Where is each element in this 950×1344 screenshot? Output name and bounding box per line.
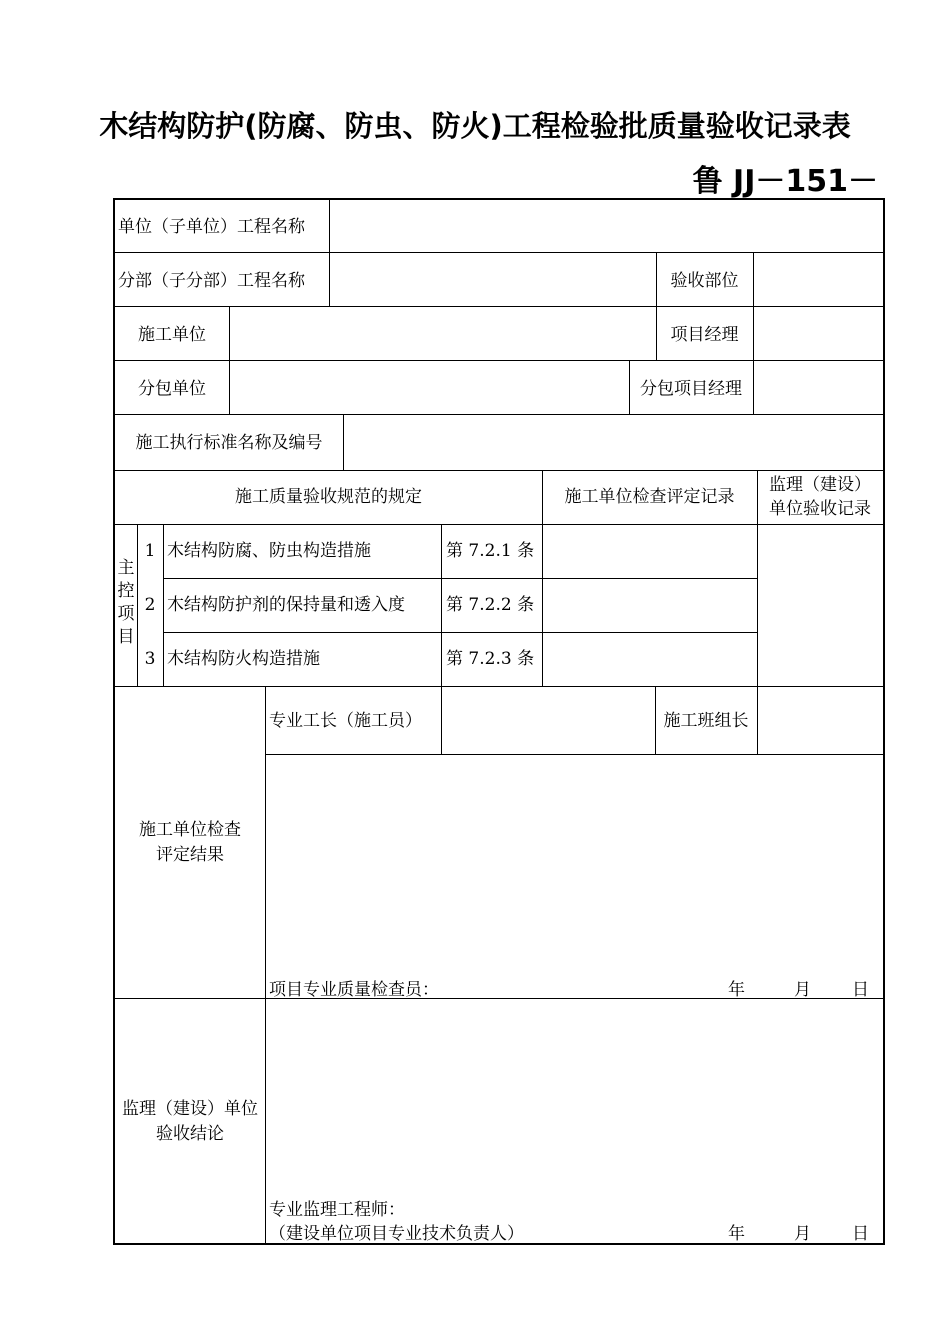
item-number: 1 <box>144 541 156 561</box>
item-name: 木结构防护剂的保持量和透入度 <box>167 595 405 615</box>
row-line <box>115 306 883 307</box>
main-control-label-char: 主 <box>117 558 135 578</box>
main-control-label-char: 项 <box>117 604 135 624</box>
construction-check-label-line2: 评定结果 <box>156 845 224 865</box>
row-line <box>163 632 757 633</box>
col-line <box>441 686 442 754</box>
day-label: 日 <box>852 1224 869 1244</box>
supervision-column-header-line2: 单位验收记录 <box>769 499 871 519</box>
spec-column-header: 施工质量验收规范的规定 <box>235 487 422 507</box>
col-line <box>753 252 754 414</box>
item-clause: 第 7.2.2 条 <box>446 595 535 615</box>
item-name: 木结构防火构造措施 <box>167 649 320 669</box>
day-label: 日 <box>852 980 869 1000</box>
check-record-column-header: 施工单位检查评定记录 <box>564 487 735 507</box>
form-title: 木结构防护(防腐、防虫、防火)工程检验批质量验收记录表 <box>99 109 851 143</box>
form-code: 鲁 JJ－151－ <box>692 164 878 199</box>
main-control-label-char: 控 <box>117 581 135 601</box>
supervision-conclusion-label-line2: 验收结论 <box>156 1124 224 1144</box>
col-line <box>329 252 330 306</box>
row-line <box>115 470 883 471</box>
month-label: 月 <box>794 980 811 1000</box>
project-name-label: 单位（子单位）工程名称 <box>118 217 305 237</box>
supervision-conclusion-label-line1: 监理（建设）单位 <box>122 1099 258 1119</box>
year-label: 年 <box>728 980 745 1000</box>
row-line <box>265 754 883 755</box>
row-line <box>115 360 883 361</box>
form-table <box>113 198 885 1245</box>
row-line <box>115 414 883 415</box>
construction-unit-label: 施工单位 <box>138 325 206 345</box>
inspector-label: 项目专业质量检查员： <box>269 980 439 1000</box>
item-name: 木结构防腐、防虫构造措施 <box>167 541 371 561</box>
row-line <box>115 524 883 525</box>
month-label: 月 <box>794 1224 811 1244</box>
year-label: 年 <box>728 1224 745 1244</box>
item-clause: 第 7.2.3 条 <box>446 649 535 669</box>
team-leader-label: 施工班组长 <box>663 711 749 731</box>
standard-label: 施工执行标准名称及编号 <box>135 433 323 453</box>
col-line <box>329 200 330 252</box>
col-line <box>343 414 344 470</box>
col-line <box>163 524 164 686</box>
supervision-column-header-line1: 监理（建设） <box>769 475 871 495</box>
col-line <box>229 306 230 414</box>
row-line <box>163 578 757 579</box>
sub-project-label: 分部（子分部）工程名称 <box>118 271 305 291</box>
row-line <box>115 252 883 253</box>
project-manager-label: 项目经理 <box>670 325 739 345</box>
row-line <box>115 686 883 687</box>
engineer-label: 专业监理工程师： <box>269 1200 405 1220</box>
engineer-label-secondary: （建设单位项目专业技术负责人） <box>269 1224 524 1244</box>
col-line <box>265 686 266 1243</box>
foreman-label: 专业工长（施工员） <box>269 711 422 731</box>
row-line <box>115 998 883 999</box>
subcontractor-label: 分包单位 <box>138 379 206 399</box>
sub-project-manager-label: 分包项目经理 <box>640 379 742 399</box>
main-control-label-char: 目 <box>117 627 135 647</box>
item-number: 3 <box>144 649 156 669</box>
item-clause: 第 7.2.1 条 <box>446 541 535 561</box>
acceptance-part-label: 验收部位 <box>670 271 739 291</box>
item-number: 2 <box>144 595 156 615</box>
col-line <box>441 524 442 686</box>
construction-check-label-line1: 施工单位检查 <box>139 820 241 840</box>
